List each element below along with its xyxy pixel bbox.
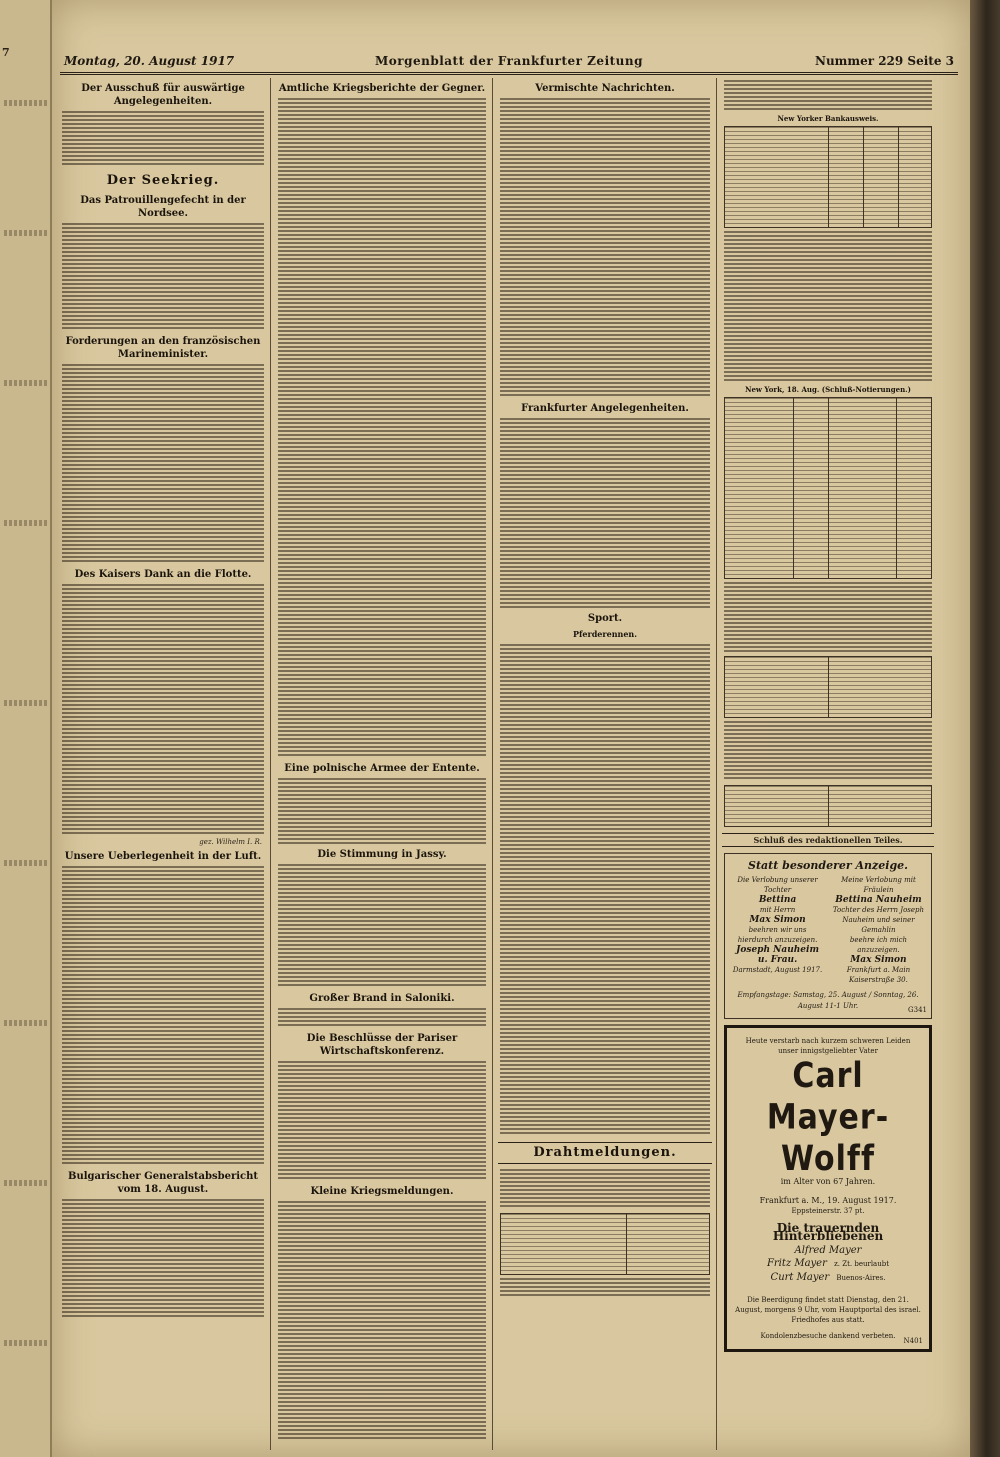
masthead — [60, 52, 958, 75]
deceased-name: Carl Mayer-Wolff — [766, 1055, 890, 1179]
article-text — [278, 98, 486, 758]
signature: gez. Wilhelm I. R. — [199, 838, 262, 846]
headline: Die Stimmung in Jassy. — [317, 849, 447, 860]
market-text — [724, 80, 932, 110]
grain-quotes-table — [724, 656, 932, 718]
article-text — [278, 778, 486, 844]
cropped-text — [4, 380, 48, 386]
article-text — [62, 584, 264, 834]
article-text — [500, 418, 710, 608]
headline: Amtliche Kriegsberichte der Gegner. — [278, 83, 486, 94]
cropped-text — [4, 520, 48, 526]
price-table — [500, 1213, 710, 1275]
article-text — [500, 98, 710, 398]
headline: Forderungen an den französischen Marineminister. — [65, 336, 261, 360]
column-2 — [276, 78, 488, 1448]
article-text — [62, 1199, 264, 1319]
bank-statement-table — [724, 126, 932, 228]
announcement-right: Meine Verlobung mit Fräulein Bettina Nauheim Tochter des Herrn Joseph Nauheim und seiner Gemahlin beehre ich mich anzuzeigen. Max Simon Frankfurt a. Main Kaiserstraße 30. — [832, 876, 925, 984]
headline: Großer Brand in Saloniki. — [309, 993, 455, 1004]
announcement-left: Die Verlobung unserer Tochter Bettina mit Herrn Max Simon beehren wir uns hierdurch anzuzeigen. Joseph Nauheim u. Frau. Darmstadt, August 1917. — [732, 876, 823, 974]
headline: Frankfurter Angelegenheiten. — [521, 403, 689, 414]
article-text — [278, 1008, 486, 1028]
reception-days: Empfangstage: Samstag, 25. August / Sonntag, 26. August 11-1 Uhr. — [737, 991, 919, 1010]
column-rule — [270, 78, 271, 1450]
page-mark: 7 — [2, 46, 10, 59]
cropped-text — [4, 1340, 48, 1346]
column-1 — [60, 78, 266, 1448]
headline: Eine polnische Armee der Entente. — [284, 763, 480, 774]
headline: Das Patrouillengefecht in der Nordsee. — [80, 195, 246, 219]
cropped-text — [4, 230, 48, 236]
table-title: New Yorker Bankausweis. — [777, 114, 879, 123]
market-report-text — [724, 582, 932, 652]
article-text — [500, 1169, 710, 1209]
article-text — [62, 866, 264, 1166]
column-rule — [716, 78, 717, 1450]
article-text — [278, 1061, 486, 1181]
column-4 — [722, 78, 934, 1448]
announcement-title: Statt besonderer Anzeige. — [748, 859, 908, 872]
article-text — [500, 1278, 710, 1298]
book-spine — [970, 0, 1000, 1457]
column-3 — [498, 78, 712, 1448]
table-title: New York, 18. Aug. (Schluß-Notierungen.) — [745, 385, 911, 394]
newspaper-page — [52, 0, 970, 1457]
market-report-text — [724, 231, 932, 381]
issue-number: Nummer 229 Seite 3 — [814, 54, 954, 68]
racing-results-text — [500, 644, 710, 1134]
paper-title: Morgenblatt der Frankfurter Zeitung — [374, 54, 644, 68]
headline: Unsere Ueberlegenheit in der Luft. — [64, 851, 262, 862]
cropped-text — [4, 100, 48, 106]
mourners-heading: Die trauernden Hinterbliebenen — [772, 1221, 884, 1243]
cropped-text — [4, 860, 48, 866]
stock-quotes-table — [724, 397, 932, 579]
editorial-end-note: Schluß des redaktionellen Teiles. — [722, 833, 934, 847]
section-heading: Sport. — [587, 613, 623, 624]
section-heading: Drahtmeldungen. — [498, 1142, 712, 1164]
article-text — [62, 111, 264, 165]
engagement-announcement — [724, 853, 932, 1019]
headline: Des Kaisers Dank an die Flotte. — [74, 569, 252, 580]
headline: Kleine Kriegsmeldungen. — [310, 1186, 454, 1197]
column-rule — [492, 78, 493, 1450]
article-text — [278, 864, 486, 988]
article-text — [62, 364, 264, 564]
cropped-text — [4, 1180, 48, 1186]
left-page-margin — [0, 0, 52, 1457]
ad-code: G341 — [908, 1006, 927, 1014]
headline: Der Ausschuß für auswärtige Angelegenheiten. — [81, 83, 245, 107]
death-notice: Heute verstarb nach kurzem schweren Leiden unser innigstgeliebter Vater Carl Mayer-Wolff im Alter von 67 Jahren. Frankfurt a. M., 19. August 1917. Eppsteinerstr. 37 pt. Die trauernden Hinterbliebenen Alfred Mayer Fritz Mayer z. Zt. beurlaubt Curt Mayer Buenos-Aires. Die Beerdigung findet statt Dienstag, den 21. August, morgens 9 Uhr, vom Hauptportal des israel. Friedhofes aus statt. Kondolenzbesuche dankend verbeten. N401 — [724, 1025, 932, 1352]
subheading: Pferderennen. — [572, 629, 638, 639]
commodity-quotes-table — [724, 785, 932, 827]
article-text — [278, 1201, 486, 1441]
issue-date: Montag, 20. August 1917 — [64, 54, 235, 68]
cropped-text — [4, 1020, 48, 1026]
headline: Bulgarischer Generalstabsbericht vom 18. August. — [68, 1171, 258, 1195]
cropped-text — [4, 700, 48, 706]
market-report-text — [724, 721, 932, 781]
notice-code: N401 — [903, 1337, 923, 1345]
headline: Vermischte Nachrichten. — [535, 83, 675, 94]
section-heading: Der Seekrieg. — [106, 173, 220, 188]
headline: Die Beschlüsse der Pariser Wirtschaftskonferenz. — [306, 1033, 458, 1057]
article-text — [62, 223, 264, 331]
